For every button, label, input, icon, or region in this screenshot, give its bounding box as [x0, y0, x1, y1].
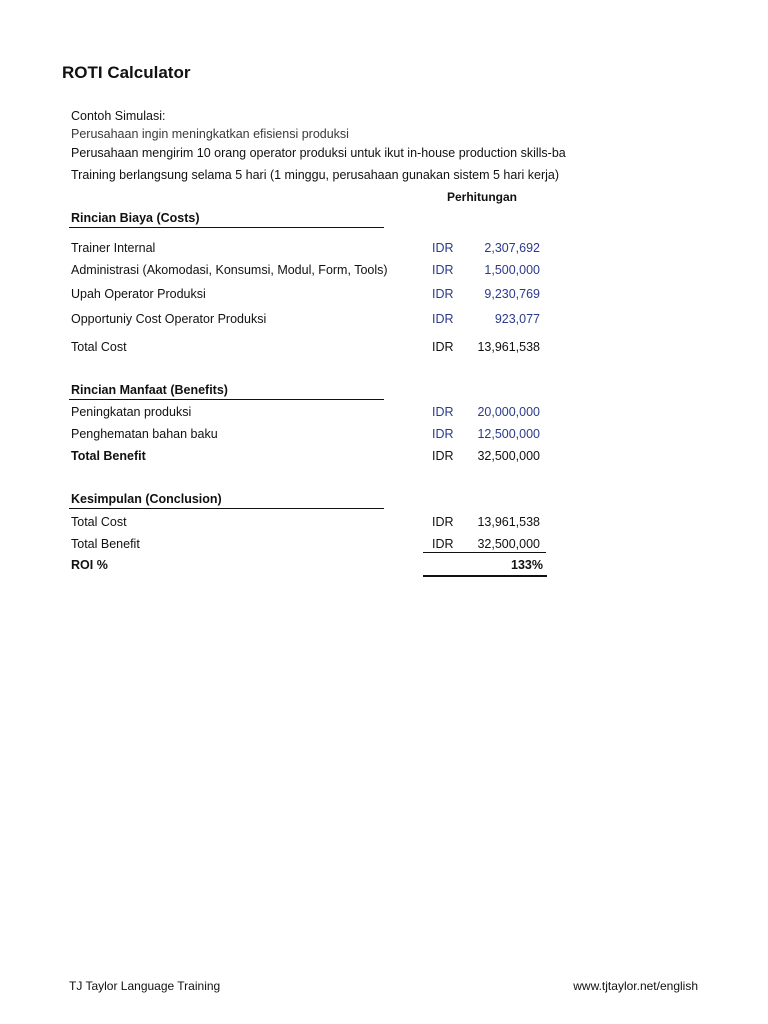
row-label: Total Cost: [71, 340, 127, 354]
row-currency: IDR: [432, 449, 454, 463]
costs-heading-underline: [69, 227, 384, 228]
row-amount: 9,230,769: [484, 287, 540, 301]
row-amount: 20,000,000: [477, 405, 540, 419]
row-currency: IDR: [432, 515, 454, 529]
intro-line-1: Contoh Simulasi:: [71, 109, 166, 123]
row-currency: IDR: [432, 427, 454, 441]
row-label: Upah Operator Produksi: [71, 287, 206, 301]
row-amount: 32,500,000: [477, 537, 540, 551]
conclusion-sum-rule: [423, 552, 546, 553]
row-currency: IDR: [432, 537, 454, 551]
row-label: Total Benefit: [71, 449, 146, 463]
costs-heading: Rincian Biaya (Costs): [71, 211, 200, 225]
row-currency: IDR: [432, 287, 454, 301]
row-label: Trainer Internal: [71, 241, 156, 255]
row-currency: IDR: [432, 263, 454, 277]
row-label: Penghematan bahan baku: [71, 427, 218, 441]
roi-double-rule: [423, 575, 547, 577]
intro-line-2: Perusahaan ingin meningkatkan efisiensi produksi: [71, 127, 349, 141]
footer-left: TJ Taylor Language Training: [69, 979, 221, 993]
row-label: Administrasi (Akomodasi, Konsumsi, Modul, Form, Tools): [71, 263, 388, 277]
row-label: Peningkatan produksi: [71, 405, 192, 419]
conclusion-heading-underline: [69, 508, 384, 509]
row-label: Total Benefit: [71, 537, 140, 551]
intro-line-4: Training berlangsung selama 5 hari (1 minggu, perusahaan gunakan sistem 5 hari kerja): [71, 168, 560, 182]
row-currency: IDR: [432, 241, 454, 255]
row-amount: 923,077: [494, 312, 540, 326]
conclusion-heading: Kesimpulan (Conclusion): [71, 492, 222, 506]
roi-label: ROI %: [71, 558, 108, 572]
row-label: Total Cost: [71, 515, 127, 529]
row-currency: IDR: [432, 340, 454, 354]
benefits-heading: Rincian Manfaat (Benefits): [71, 383, 228, 397]
benefits-heading-underline: [69, 399, 384, 400]
page-title: ROTI Calculator: [62, 63, 191, 82]
intro-line-3: Perusahaan mengirim 10 orang operator produksi untuk ikut in-house production skills-ba: [71, 146, 566, 160]
row-amount: 1,500,000: [484, 263, 540, 277]
row-label: Opportuniy Cost Operator Produksi: [71, 312, 267, 326]
footer-right-link[interactable]: www.tjtaylor.net/english: [573, 979, 698, 993]
calculation-column-header: Perhitungan: [447, 190, 518, 204]
row-currency: IDR: [432, 312, 454, 326]
roi-value: 133%: [511, 558, 543, 572]
row-amount: 32,500,000: [477, 449, 540, 463]
row-amount: 2,307,692: [484, 241, 540, 255]
row-amount: 12,500,000: [477, 427, 540, 441]
row-amount: 13,961,538: [477, 515, 540, 529]
row-currency: IDR: [432, 405, 454, 419]
row-amount: 13,961,538: [477, 340, 540, 354]
